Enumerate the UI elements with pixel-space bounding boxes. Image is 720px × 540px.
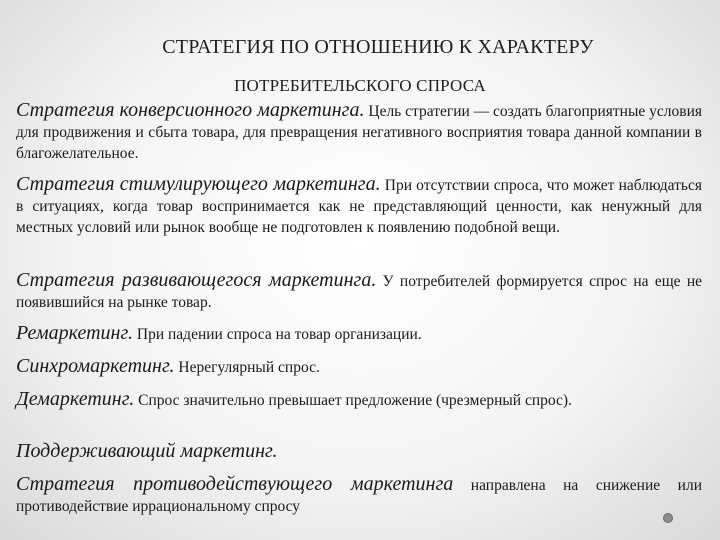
- paragraph-text: При отсутствии спроса, что может наблюдаться в ситуациях, когда товар воспринимается как не представляющий ценности, как ненужный для местных условий или рынок вообще не подготовлен к появлению подобной вещи.: [16, 177, 702, 236]
- paragraph-conversion-marketing: [16, 100, 702, 164]
- paragraph-heading: Поддерживающий маркетинг.: [16, 440, 278, 462]
- paragraph-remarketing: [16, 323, 702, 345]
- paragraph-heading: Ремаркетинг.: [16, 322, 134, 344]
- paragraph-text: направлена на снижение или противодействие иррациональному спросу: [16, 477, 702, 515]
- paragraph-text: У потребителей формируется спрос на еще не появившийся на рынке товар.: [16, 273, 702, 311]
- paragraph-heading: Стратегия конверсионного маркетинга.: [16, 99, 365, 121]
- paragraph-text: Нерегулярный спрос.: [174, 359, 320, 376]
- paragraph-demarketing: [16, 389, 702, 411]
- decorative-dot-icon: [663, 513, 673, 523]
- paragraph-text: При падении спроса на товар организации.: [133, 326, 422, 343]
- paragraph-supporting-marketing: [16, 441, 702, 463]
- paragraph-developing-marketing: [16, 270, 702, 313]
- paragraph-heading: Демаркетинг.: [16, 388, 135, 410]
- paragraph-heading: Стратегия противодействующего маркетинга: [16, 473, 454, 495]
- paragraph-synchromarketing: [16, 356, 702, 378]
- slide-title-line-1: СТРАТЕГИЯ ПО ОТНОШЕНИЮ К ХАРАКТЕРУ: [162, 36, 594, 58]
- paragraph-heading: Стратегия стимулирующего маркетинга.: [16, 173, 381, 195]
- paragraph-stimulating-marketing: [16, 174, 702, 238]
- paragraph-text: Спрос значительно превышает предложение (чрезмерный спрос).: [134, 392, 572, 409]
- paragraph-heading: Стратегия развивающегося маркетинга.: [16, 269, 377, 291]
- paragraph-counteracting-marketing: [16, 474, 702, 517]
- paragraph-heading: Синхромаркетинг.: [16, 355, 175, 377]
- paragraph-text: Цель стратегии — создать благоприятные условия для продвижения и сбыта товара, для превращения негативного восприятия товара данной компании в благожелательное.: [16, 103, 703, 162]
- slide-title-line-2: ПОТРЕБИТЕЛЬСКОГО СПРОСА: [234, 76, 486, 95]
